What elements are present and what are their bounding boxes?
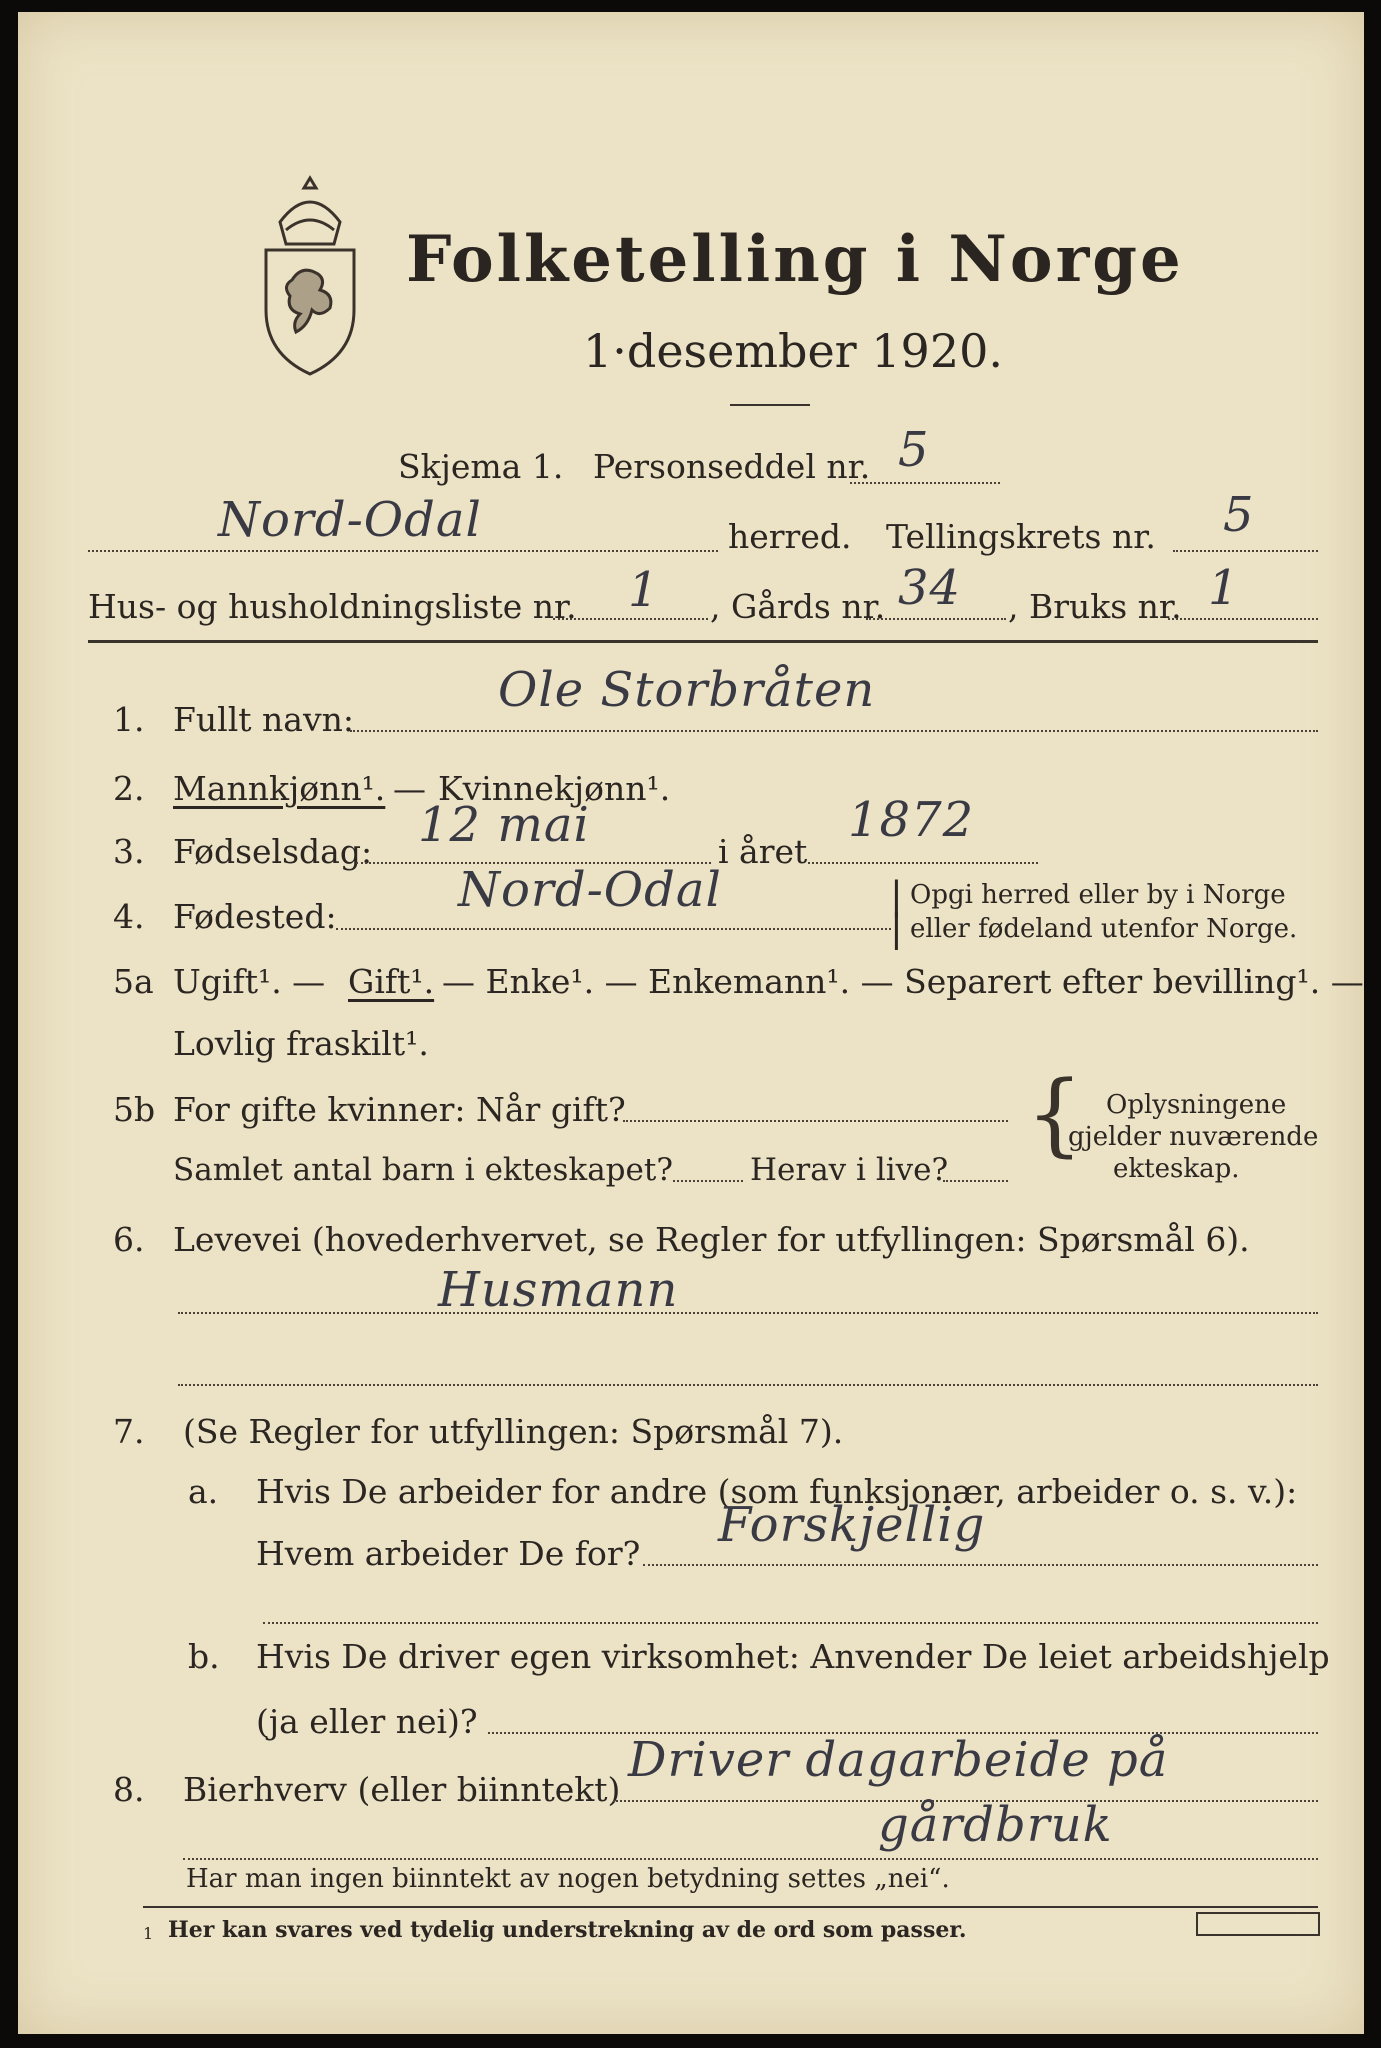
q7-label: (Se Regler for utfyllingen: Spørsmål 7). xyxy=(183,1412,844,1451)
q3-number: 3. xyxy=(113,832,145,871)
q2-separator: — xyxy=(393,769,426,808)
q5b-note2: gjelder nuværende xyxy=(1068,1122,1319,1152)
q5a-ugift: Ugift¹. — xyxy=(173,962,326,1001)
bruks-label: , Bruks nr. xyxy=(1008,587,1182,626)
q7a-line2: Hvem arbeider De for? xyxy=(256,1534,641,1573)
q5b-note3: ekteskap. xyxy=(1113,1154,1240,1184)
q4-note-line2: eller fødeland utenfor Norge. xyxy=(910,914,1298,944)
q5b-note1: Oplysningene xyxy=(1106,1090,1287,1120)
q2-number: 2. xyxy=(113,769,145,808)
coat-of-arms-icon xyxy=(250,170,370,382)
q5a-gift: Gift¹. xyxy=(348,962,435,1001)
q7a-letter: a. xyxy=(188,1472,219,1511)
tellingskrets-label: Tellingskrets nr. xyxy=(886,517,1156,556)
occupation-value: Husmann xyxy=(438,1262,679,1318)
q6-number: 6. xyxy=(113,1220,145,1259)
q2-female: Kvinnekjønn¹. xyxy=(438,769,671,808)
q5a-rest: — Enke¹. — Enkemann¹. — Separert efter bevilling¹. — xyxy=(442,962,1364,1001)
q4-note-line1: Opgi herred eller by i Norge xyxy=(910,880,1286,910)
census-date: 1·desember 1920. xyxy=(583,324,1003,378)
birthday-value: 12 mai xyxy=(418,797,590,853)
birthplace-value: Nord-Odal xyxy=(458,862,722,918)
personseddel-label: Personseddel nr. xyxy=(593,447,871,486)
q7b-line1: Hvis De driver egen virksomhet: Anvender De leiet arbeidshjelp xyxy=(256,1637,1330,1676)
employer-value: Forskjellig xyxy=(718,1497,986,1553)
q7-number: 7. xyxy=(113,1412,145,1451)
herred-value: Nord-Odal xyxy=(218,492,482,548)
q7b-line2: (ja eller nei)? xyxy=(256,1702,478,1741)
q8-label: Bierhverv (eller biinntekt) xyxy=(183,1770,621,1809)
q3-label: Fødselsdag: xyxy=(173,832,373,871)
side-income-value-line2: gårdbruk xyxy=(878,1797,1113,1853)
q7b-letter: b. xyxy=(188,1637,220,1676)
q5b-line2a: Samlet antal barn i ekteskapet? xyxy=(173,1152,673,1188)
side-income-value-line1: Driver dagarbeide på xyxy=(628,1732,1169,1788)
full-name-value: Ole Storbråten xyxy=(498,662,876,718)
printer-stamp xyxy=(1196,1912,1320,1936)
q5a-number: 5a xyxy=(113,962,154,1001)
herred-label: herred. xyxy=(728,517,852,556)
q5b-number: 5b xyxy=(113,1090,156,1129)
footnote-mark: 1 xyxy=(143,1924,154,1943)
q6-label: Levevei (hovederhvervet, se Regler for utfyllingen: Spørsmål 6). xyxy=(173,1220,1250,1259)
birth-year-value: 1872 xyxy=(848,792,975,848)
census-form-page: Folketelling i Norge 1·desember 1920. Skjema 1. Personseddel nr. 5 Nord-Odal herred. Tellingskrets nr. 5 Hus- og husholdningsliste nr. 1 , Gårds nr. 34 , Bruks nr. 1 1. Fullt navn: Ole Storbråten 2. Mannkjønn¹. — Kvinnekjønn¹. 3. Fødselsdag: 12 mai i året 1872 4. Fødested: Nord-Odal | | Opgi herred eller by i Norge eller fødeland utenfor Norge. 5a Ugift¹. — Gift¹. — Enke¹. — Enkemann¹. — Separert efter bevilling¹. — Lovlig fraskilt¹. 5b For gifte kvinner: Når gift? Samlet antal barn i ekteskapet? Herav i live? { Oplysningene gjelder nuværende ekteskap. 6. Levevei (hovederhvervet, se Regler for utfyllingen: Spørsmål 6). Husmann 7. (Se Regler for utfyllingen: Spørsmål 7). a. Hvis De arbeider for andre (som funksjonær, arbeider o. s. v.): Hvem arbeider De for? Forskjellig b. Hvis De driver egen virksomhet: Anvender De leiet arbeidshjelp (ja eller nei)? 8. Bierhverv (eller biinntekt) Driver dagarbeide på gårdbruk Har man ingen biinntekt av nogen betydning settes „nei“. 1 Her kan svares ved tydelig understrekning av de ord som passer. xyxy=(18,12,1364,2034)
q1-label: Fullt navn: xyxy=(173,700,354,739)
q5a-line2: Lovlig fraskilt¹. xyxy=(173,1024,429,1063)
bruks-value: 1 xyxy=(1208,560,1240,616)
q2-male: Mannkjønn¹. xyxy=(173,769,386,808)
husholdningsliste-value: 1 xyxy=(628,562,660,618)
personseddel-value: 5 xyxy=(898,422,930,478)
husholdningsliste-label: Hus- og husholdningsliste nr. xyxy=(88,587,577,626)
gards-value: 34 xyxy=(898,560,962,616)
q5b-line1: For gifte kvinner: Når gift? xyxy=(173,1090,626,1129)
q8-number: 8. xyxy=(113,1770,145,1809)
q3-year-label: i året xyxy=(718,832,808,871)
form-title: Folketelling i Norge xyxy=(406,222,1184,297)
tellingskrets-value: 5 xyxy=(1223,487,1255,543)
q4-number: 4. xyxy=(113,897,145,936)
footnote: Her kan svares ved tydelig understrekning av de ord som passer. xyxy=(168,1917,967,1943)
q7a-line1: Hvis De arbeider for andre (som funksjonær, arbeider o. s. v.): xyxy=(256,1472,1298,1511)
gards-label: , Gårds nr. xyxy=(710,587,886,626)
q5b-line2b: Herav i live? xyxy=(750,1152,949,1188)
q1-number: 1. xyxy=(113,700,145,739)
q4-label: Fødested: xyxy=(173,897,337,936)
footer-note: Har man ingen biinntekt av nogen betydning settes „nei“. xyxy=(186,1864,950,1894)
skjema-label: Skjema 1. xyxy=(398,447,564,486)
